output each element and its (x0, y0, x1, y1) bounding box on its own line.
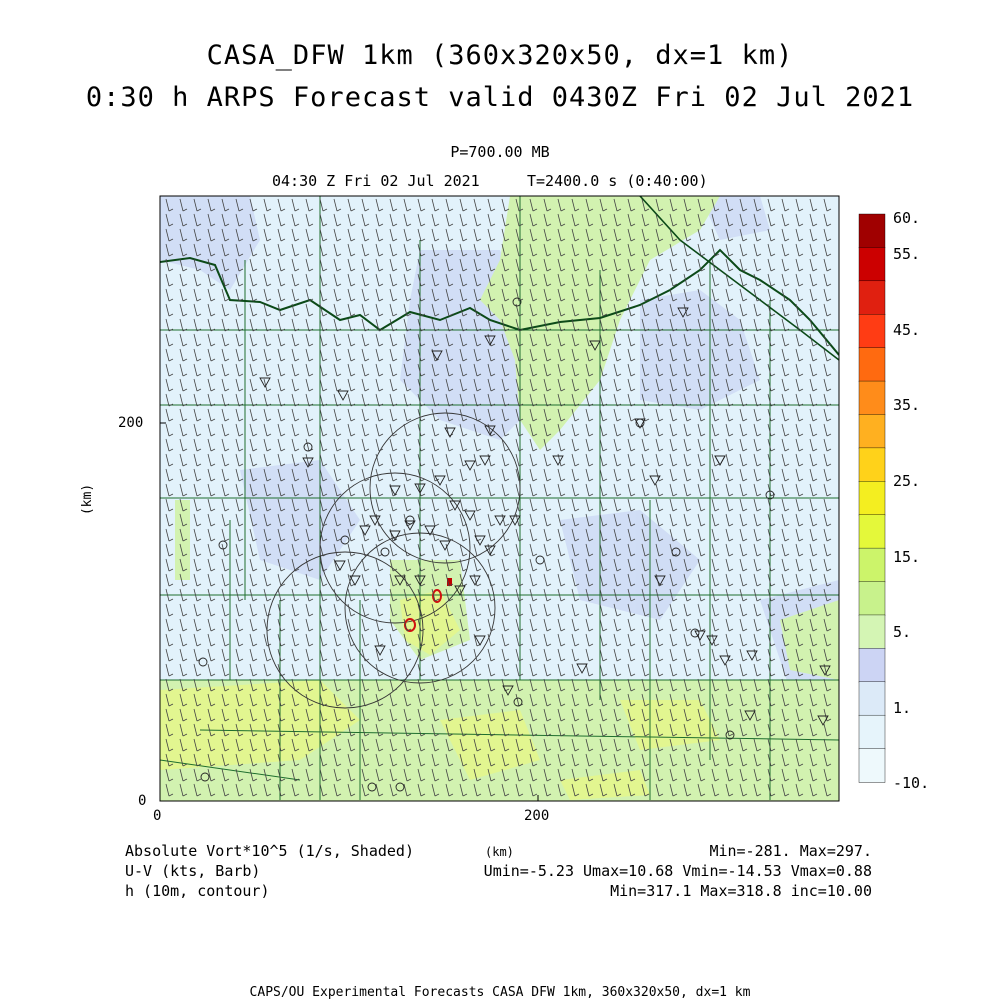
colorbar-label-15: 15. (893, 548, 921, 566)
legend-stats-vorticity: Min=-281. Max=297. (709, 842, 872, 860)
colorbar-swatch (859, 515, 885, 549)
footer-credit: CAPS/OU Experimental Forecasts CASA DFW 1km, 360x320x50, dx=1 km (249, 985, 751, 1000)
colorbar-swatch (859, 481, 885, 515)
x-tick-200: 200 (524, 808, 550, 824)
colorbar-swatch (859, 414, 885, 448)
colorbar-label-60: 60. (893, 209, 921, 227)
colorbar-label-minus10: -10. (893, 774, 930, 792)
pressure-level-label: P=700.00 MB (450, 143, 550, 161)
legend-field-vorticity: Absolute Vort*10^5 (1/s, Shaded) (125, 842, 414, 860)
colorbar-label-5: 5. (893, 623, 912, 641)
colorbar-swatch (859, 715, 885, 749)
colorbar-label-35: 35. (893, 396, 921, 414)
plot-valid-time: 04:30 Z Fri 02 Jul 2021 (272, 172, 480, 190)
y-axis-label: (km) (80, 483, 96, 516)
y-tick-0: 0 (138, 793, 147, 809)
plot-title-line2: 0:30 h ARPS Forecast valid 0430Z Fri 02 Jul 2021 (85, 82, 915, 113)
legend-field-wind: U-V (kts, Barb) (125, 862, 261, 880)
plot-title-line1: CASA_DFW 1km (360x320x50, dx=1 km) (206, 40, 794, 71)
colorbar-swatch (859, 682, 885, 716)
colorbar-swatch (859, 448, 885, 482)
colorbar-swatch (859, 214, 885, 248)
x-axis-label: (km) (485, 845, 514, 859)
colorbar-swatch (859, 582, 885, 616)
colorbar (859, 214, 885, 783)
legend-stats-height: Min=317.1 Max=318.8 inc=10.00 (610, 882, 872, 900)
colorbar-swatch (859, 548, 885, 582)
colorbar-swatch (859, 648, 885, 682)
x-tick-0: 0 (153, 808, 162, 824)
colorbar-label-45: 45. (893, 321, 921, 339)
colorbar-swatch (859, 314, 885, 348)
colorbar-swatch (859, 615, 885, 649)
colorbar-swatch (859, 247, 885, 281)
map-plot-area (160, 196, 839, 801)
colorbar-swatch (859, 749, 885, 783)
y-tick-200: 200 (118, 415, 144, 431)
colorbar-swatch (859, 281, 885, 315)
colorbar-swatch (859, 348, 885, 382)
colorbar-label-25: 25. (893, 472, 921, 490)
legend-field-height: h (10m, contour) (125, 882, 270, 900)
colorbar-swatch (859, 381, 885, 415)
colorbar-label-55: 55. (893, 245, 921, 263)
colorbar-label-1: 1. (893, 699, 912, 717)
plot-elapsed-time: T=2400.0 s (0:40:00) (527, 172, 708, 190)
legend-stats-wind: Umin=-5.23 Umax=10.68 Vmin=-14.53 Vmax=0.88 (483, 862, 872, 880)
